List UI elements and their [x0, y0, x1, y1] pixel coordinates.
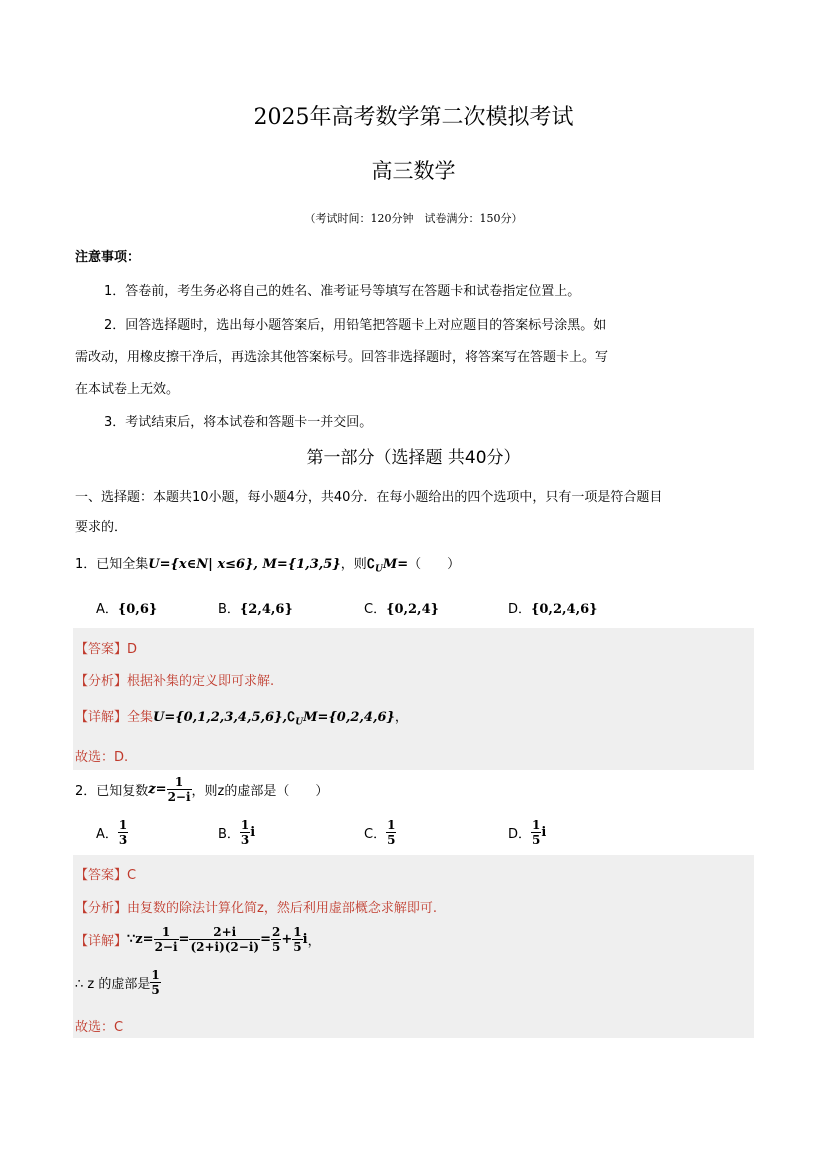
- q2-option-b: B． $\frac{1}{3}$ i: [218, 818, 256, 847]
- q2-option-a: A． $\frac{1}{3}$: [96, 818, 128, 847]
- question-2: 2．已知复数z= $\frac{1}{2-i}$ ，则z的虚部是（ ）: [75, 775, 329, 804]
- question-1-prefix: 1．已知全集: [75, 557, 149, 572]
- q1-option-b: B．{2,4,6}: [218, 602, 293, 617]
- notice-item-2-line-1: 2．回答选择题时，选出每小题答案后，用铅笔把答题卡上对应题目的答案标号涂黑。如: [104, 318, 607, 333]
- notice-item-1: 1．答卷前，考生务必将自己的姓名、准考证号等填写在答题卡和试卷指定位置上。: [104, 284, 581, 299]
- question-1-complement: ∁: [366, 557, 375, 572]
- q1-solution-panel: [73, 628, 754, 770]
- question-1: [75, 553, 460, 575]
- q2-choice: 故选：C: [75, 1020, 124, 1035]
- q2-therefore: ∴ z 的虚部是 $\frac{1}{5}$: [75, 968, 160, 997]
- notice-item-2-line-2: 需改动，用橡皮擦干净后，再选涂其他答案标号。回答非选择题时，将答案写在答题卡上。写: [75, 350, 609, 365]
- question-1-expr: U={x∈N| x≤6}, M={1,3,5}: [148, 557, 341, 572]
- question-1-then: ，则: [340, 557, 367, 572]
- notice-title: 注意事项：: [75, 250, 141, 265]
- q1-option-c: C．{0,2,4}: [364, 602, 439, 617]
- q2-answer: 【答案】C: [75, 868, 137, 883]
- question-1-target: M=: [382, 557, 409, 572]
- exam-info: （考试时间：120分钟 试卷满分：150分）: [304, 212, 523, 225]
- notice-item-3: 3．考试结束后，将本试卷和答题卡一并交回。: [104, 415, 373, 430]
- page-title: 2025年高考数学第二次模拟考试: [253, 105, 574, 130]
- section-intro-line-1: 一、选择题：本题共10小题，每小题4分，共40分．在每小题给出的四个选项中，只有一项是符合题目: [75, 490, 663, 505]
- q1-detail: 【详解】全集$U=\{0,1,2,3,4,5,6\},∁_UM=\{0,2,4,6\}$，: [75, 710, 408, 728]
- q1-choice: 故选：D.: [75, 750, 129, 765]
- page-subtitle: 高三数学: [371, 159, 456, 183]
- q2-detail: 【详解】∵z= $\frac{1}{2-i}$ = $\frac{2+i}{(2+i)(2-i)}$ = $\frac{2}{5}$ + $\frac{1}{5}$ i，: [75, 925, 321, 954]
- q1-option-d: D．{0,2,4,6}: [508, 602, 598, 617]
- question-1-paren: （ ）: [408, 557, 461, 572]
- q2-option-c: C． $\frac{1}{5}$: [364, 818, 396, 847]
- q1-option-a: A．{0,6}: [96, 602, 158, 617]
- section-intro-line-2: 要求的．: [75, 520, 128, 535]
- q2-option-d: D． $\frac{1}{5}$ i: [508, 818, 547, 847]
- q1-answer: 【答案】D: [75, 642, 138, 657]
- question-1-complement-sub: U: [374, 564, 383, 575]
- section-title: 第一部分（选择题 共40分）: [306, 448, 521, 468]
- q2-analysis: 【分析】由复数的除法计算化简z，然后利用虚部概念求解即可.: [75, 901, 437, 916]
- q1-analysis: 【分析】根据补集的定义即可求解.: [75, 674, 275, 689]
- notice-item-2-line-3: 在本试卷上无效。: [75, 382, 180, 397]
- question-2-fraction: $\frac{1}{2-i}$: [167, 775, 191, 804]
